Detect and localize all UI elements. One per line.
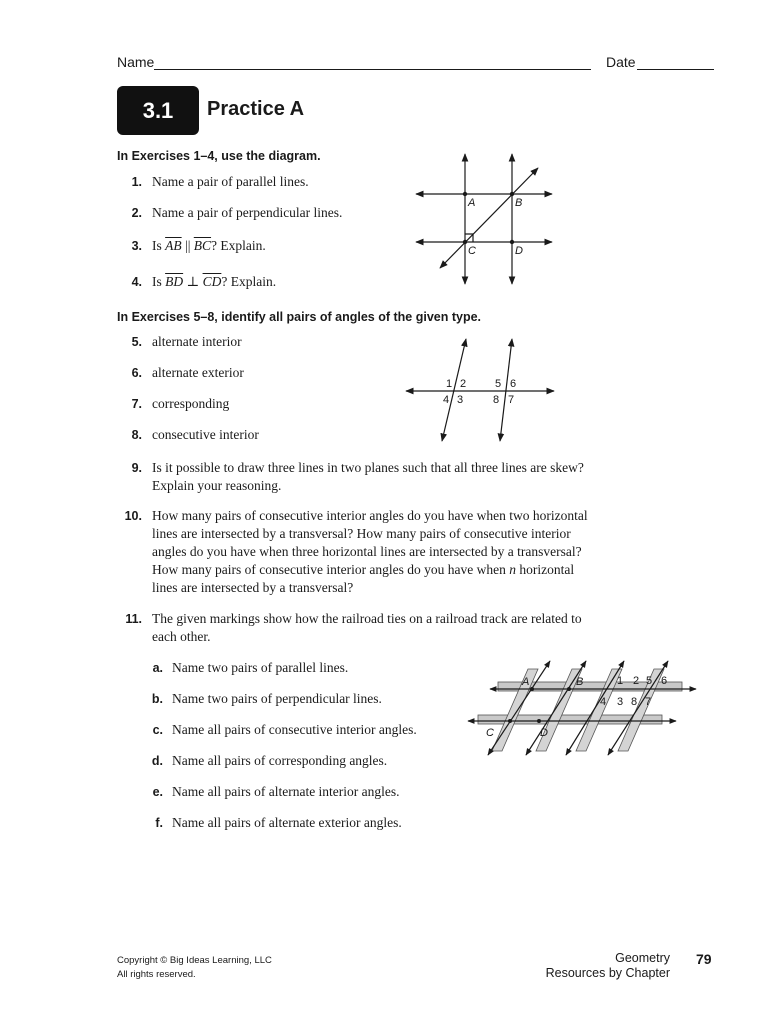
- point-d: [510, 240, 514, 244]
- point-a: [530, 687, 534, 691]
- exercise-number: 6.: [131, 366, 142, 380]
- book-title: Geometry: [615, 951, 670, 965]
- exercise-7-text: corresponding: [152, 396, 230, 411]
- part-d-text: Name all pairs of corresponding angles.: [172, 753, 388, 768]
- label-a: A: [522, 676, 530, 688]
- name-field-line: [154, 69, 591, 70]
- exercise-5-text: alternate interior: [152, 334, 242, 349]
- segment-bc: $\overline{BC}$: [193, 238, 212, 253]
- segment-ab: $\overline{AB}$: [165, 238, 182, 253]
- angle-label-6: 6: [661, 675, 668, 687]
- right-transversal: [500, 339, 515, 441]
- angle-label-5: 5: [495, 378, 502, 390]
- angle-label-8: 8: [631, 696, 638, 708]
- exercise-number: 1.: [131, 175, 142, 189]
- text-fragment: Is: [152, 274, 166, 289]
- text-fragment: horizontal: [516, 562, 575, 577]
- exercise-2-text: Name a pair of perpendicular lines.: [152, 205, 343, 220]
- exercise-10-line: How many pairs of consecutive interior angles do you have when two horizontal: [152, 508, 588, 523]
- part-letter: e.: [152, 785, 163, 799]
- exercise-4-text: [152, 273, 276, 291]
- point-a: [463, 192, 467, 196]
- transversal-diagram: [400, 335, 560, 445]
- angle-label-2: 2: [633, 675, 640, 687]
- exercise-3-text: [152, 237, 266, 255]
- angle-label-1: 1: [446, 378, 453, 390]
- angle-label-7: 7: [508, 394, 515, 406]
- point-d: [537, 719, 541, 723]
- parallel-symbol: ||: [181, 238, 194, 253]
- part-c-text: Name all pairs of consecutive interior angles.: [172, 722, 417, 737]
- exercise-11-line: The given markings show how the railroad ties on a railroad track are related to: [152, 611, 582, 626]
- tie: [618, 669, 664, 751]
- exercise-number: 4.: [131, 275, 142, 289]
- exercise-10-line: lines are intersected by a transversal?: [152, 580, 354, 595]
- footer-book: [546, 951, 670, 981]
- part-f-text: Name all pairs of alternate exterior angles.: [172, 815, 402, 830]
- exercise-9-line: Is it possible to draw three lines in two planes such that all three lines are skew?: [152, 460, 584, 475]
- text-fragment: Is: [152, 238, 166, 253]
- angle-label-8: 8: [493, 394, 500, 406]
- label-c: C: [468, 245, 476, 257]
- exercise-number: 9.: [131, 461, 142, 475]
- section-badge: 3.1: [117, 86, 199, 135]
- text-fragment: ? Explain.: [221, 274, 277, 289]
- text-fragment: How many pairs of consecutive interior angles do you have when: [152, 562, 510, 577]
- label-d: D: [540, 727, 548, 739]
- footer-copyright: [117, 954, 272, 982]
- point-b: [567, 687, 571, 691]
- instruction-2: In Exercises 5–8, identify all pairs of angles of the given type.: [117, 310, 482, 324]
- part-letter: c.: [152, 723, 163, 737]
- angle-label-4: 4: [600, 696, 607, 708]
- label-b: B: [576, 676, 584, 688]
- exercise-10-line: lines are intersected by a transversal? How many pairs of consecutive interior: [152, 526, 571, 541]
- exercise-number: 10.: [124, 509, 142, 523]
- label-c: C: [486, 727, 494, 739]
- railroad-diagram: [462, 655, 702, 760]
- angle-label-3: 3: [617, 696, 624, 708]
- date-field-line: [637, 69, 714, 70]
- exercise-number: 11.: [125, 612, 142, 626]
- exercise-10-line: angles do you have when three horizontal lines are intersected by a transversal?: [152, 544, 582, 559]
- angle-label-6: 6: [510, 378, 517, 390]
- point-b: [510, 192, 514, 196]
- part-letter: a.: [152, 661, 163, 675]
- label-b: B: [515, 197, 523, 209]
- diagonal-line: [440, 168, 538, 268]
- exercise-1-text: Name a pair of parallel lines.: [152, 174, 309, 189]
- instruction-1: In Exercises 1–4, use the diagram.: [117, 149, 321, 163]
- book-subtitle: Resources by Chapter: [545, 966, 670, 980]
- exercise-number: 3.: [131, 239, 142, 253]
- segment-cd: $\overline{CD}$: [202, 274, 222, 289]
- part-letter: f.: [155, 816, 163, 830]
- angle-label-2: 2: [460, 378, 467, 390]
- angle-label-7: 7: [645, 696, 652, 708]
- label-a: A: [468, 197, 476, 209]
- text-fragment: ? Explain.: [211, 238, 266, 253]
- date-label: Date: [606, 54, 636, 70]
- part-b-text: Name two pairs of perpendicular lines.: [172, 691, 382, 706]
- left-transversal: [442, 339, 466, 441]
- part-letter: b.: [151, 692, 163, 706]
- rights-text: All rights reserved.: [117, 969, 196, 980]
- point-c: [508, 719, 512, 723]
- exercise-6-text: alternate exterior: [152, 365, 244, 380]
- exercise-9-line: Explain your reasoning.: [152, 478, 282, 493]
- copyright-text: Copyright © Big Ideas Learning, LLC: [117, 955, 272, 966]
- exercise-number: 7.: [131, 397, 142, 411]
- exercise-11-line: each other.: [152, 629, 211, 644]
- label-d: D: [515, 245, 523, 257]
- part-letter: d.: [151, 754, 163, 768]
- page-number: 79: [696, 951, 712, 967]
- segment-bd: $\overline{BD}$: [165, 274, 184, 289]
- section-title: Practice A: [207, 98, 305, 120]
- angle-label-5: 5: [646, 675, 653, 687]
- exercise-8-text: consecutive interior: [152, 427, 259, 442]
- perpendicular-symbol: ⊥: [183, 274, 203, 289]
- exercise-number: 8.: [131, 428, 142, 442]
- exercise-number: 2.: [131, 206, 142, 220]
- point-c: [463, 240, 467, 244]
- part-e-text: Name all pairs of alternate interior angles.: [172, 784, 400, 799]
- part-a-text: Name two pairs of parallel lines.: [172, 660, 349, 675]
- angle-label-4: 4: [443, 394, 450, 406]
- lines-diagram: [410, 150, 560, 290]
- exercise-10-line: [152, 561, 574, 579]
- exercise-number: 5.: [131, 335, 142, 349]
- variable-n: n: [509, 562, 517, 577]
- angle-label-1: 1: [617, 675, 624, 687]
- name-label: Name: [117, 54, 155, 70]
- angle-label-3: 3: [457, 394, 464, 406]
